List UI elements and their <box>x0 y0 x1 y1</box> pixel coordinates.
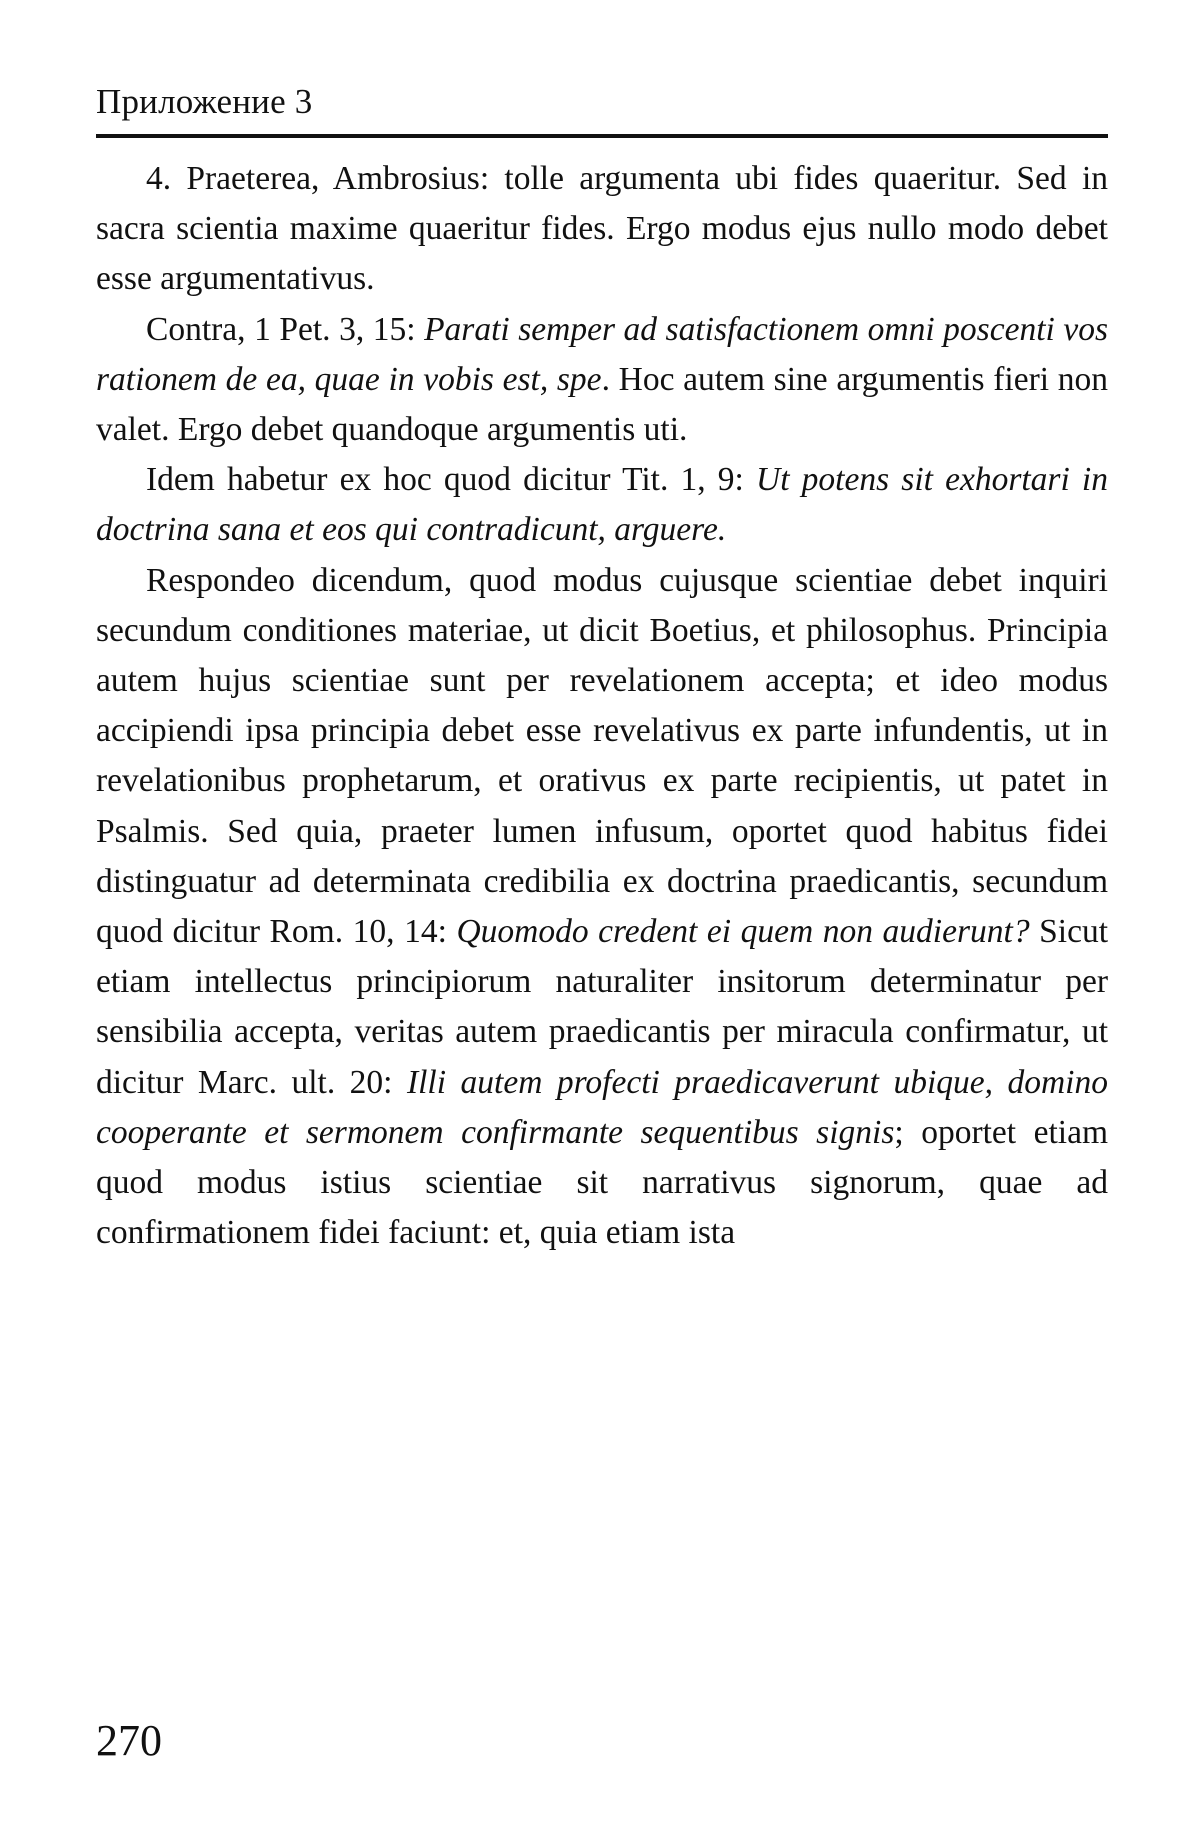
paragraph-text: Sicut etiam intellectus principiorum naturaliter insitorum determinatur per sensibilia accepta, veritas autem praedicantis per miracula confirmatur, ut dicitur Marc. ult. 20: <box>96 913 1108 1101</box>
citation-text: Contra, 1 Pet. 3, 15: <box>146 310 425 348</box>
scripture-quote: Ut potens sit exhortari in doctrina sana et eos qui contradicunt, arguere. <box>96 461 1108 549</box>
running-head: Приложение 3 <box>96 82 313 121</box>
body-text <box>96 154 1108 1258</box>
scripture-quote: Illi autem profecti praedicaverunt ubique, domino cooperante et sermonem confirmante sequentibus signis <box>96 1063 1108 1151</box>
paragraph-text: . Hoc autem sine argumentis fieri non valet. Ergo debet quandoque argumentis uti. <box>96 360 1109 449</box>
header-rule <box>96 134 1108 138</box>
paragraph-sed-contra <box>96 305 1108 456</box>
paragraph-text: Respondeo dicendum, quod modus cujusque scientiae debet inquiri secundum conditiones materiae, ut dicit Boetius, et philosophus. Principia autem hujus scientiae sunt per revelationem accepta; et ideo modus accipiendi ipsa principia debet esse revelativus ex parte infundentis, ut in revelationibus prophetarum, et orativus ex parte recipientis, ut patet in Psalmis. Sed quia, praeter lumen infusum, oportet quod habitus fidei distinguatur ad determinata credibilia ex doctrina praedicantis, secundum quod dicitur Rom. 10, 14: <box>96 561 1108 951</box>
scripture-quote: Parati semper ad satisfactionem omni poscenti vos rationem de ea, quae in vobis est, spe <box>96 310 1108 398</box>
paragraph-respondeo <box>96 556 1108 1259</box>
scripture-quote: Quomodo credent ei quem non audierunt? <box>456 913 1030 951</box>
paragraph-idem <box>96 455 1108 555</box>
paragraph-objection-4: 4. Praeterea, Ambrosius: tolle argumenta ubi fides quaeritur. Sed in sacra scientia maxime quaeritur fides. Ergo modus ejus nullo modo debet esse argumentativus. <box>96 160 1108 298</box>
citation-text: Idem habetur ex hoc quod dicitur Tit. 1, 9: <box>146 461 756 499</box>
page-number: 270 <box>96 1716 162 1765</box>
book-page <box>96 80 1108 1800</box>
paragraph-text: ; oportet etiam quod modus istius scientiae sit narrativus signorum, quae ad confirmationem fidei faciunt: et, quia etiam ista <box>96 1113 1108 1252</box>
